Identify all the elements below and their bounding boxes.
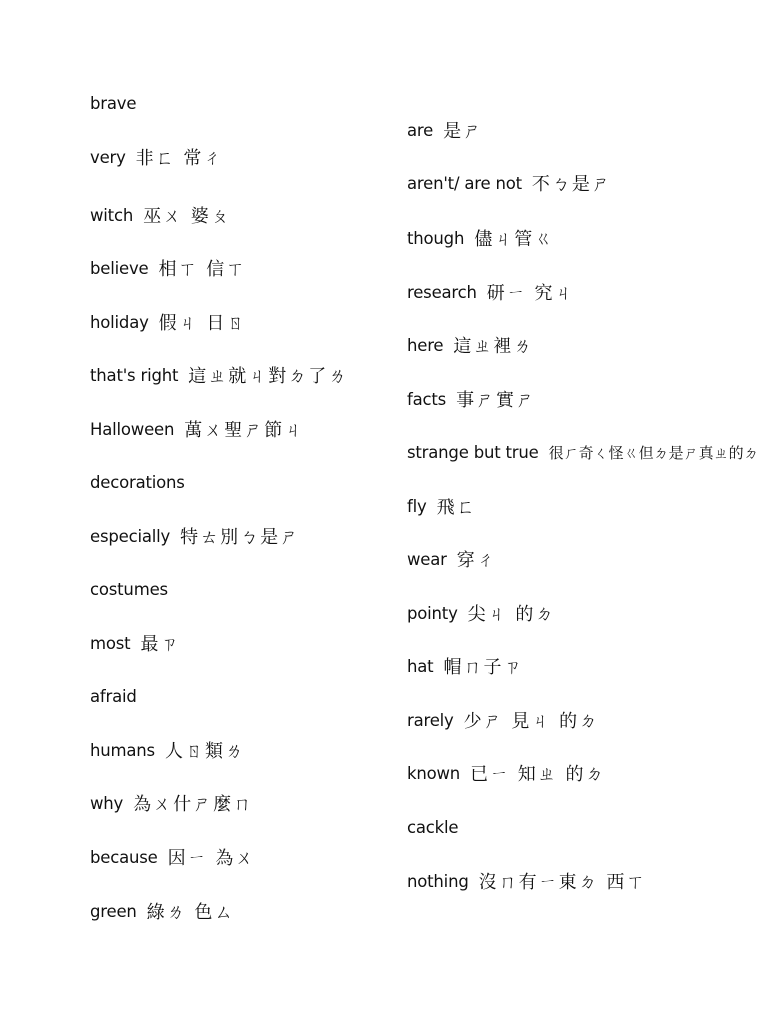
chinese-translation: 儘ㄐ管ㄍ [474, 229, 555, 250]
chinese-translation: 不ㄅ是ㄕ [531, 174, 612, 195]
list-item [407, 170, 612, 196]
chinese-translation: 少ㄕ 見ㄐ 的ㄉ [463, 711, 600, 732]
english-word: witch [90, 205, 134, 225]
english-word: are [407, 120, 434, 140]
english-word: that's right [90, 365, 179, 385]
english-word: Halloween [90, 419, 175, 439]
english-word: because [90, 847, 158, 867]
chinese-translation: 非ㄈ 常ㄔ [135, 148, 224, 169]
english-word: wear [407, 549, 447, 569]
list-item [90, 144, 223, 170]
list-item [407, 546, 497, 572]
english-word: rarely [407, 710, 454, 730]
chinese-translation: 假ㄐ 日ㄖ [158, 313, 247, 334]
list-item [407, 117, 483, 143]
chinese-translation: 很ㄏ奇ㄑ怪ㄍ但ㄉ是ㄕ真ㄓ的ㄉ [548, 443, 759, 462]
chinese-translation: 事ㄕ實ㄕ [456, 390, 537, 411]
chinese-translation: 相ㄒ 信ㄒ [158, 259, 247, 280]
english-word: humans [90, 740, 155, 760]
chinese-translation: 帽ㄇ子ㄗ [443, 657, 524, 678]
list-item [90, 844, 255, 870]
english-word: nothing [407, 871, 469, 891]
list-item [407, 493, 477, 519]
english-word: strange but true [407, 442, 539, 462]
list-item [407, 814, 468, 840]
chinese-translation: 人ㄖ類ㄌ [164, 741, 245, 762]
english-word: green [90, 901, 137, 921]
english-word: especially [90, 526, 171, 546]
chinese-translation: 萬ㄨ聖ㄕ節ㄐ [184, 420, 305, 441]
list-item [407, 600, 555, 626]
list-item [407, 707, 599, 733]
english-word: though [407, 228, 465, 248]
chinese-translation: 這ㄓ就ㄐ對ㄉ了ㄌ [188, 366, 349, 387]
english-word: research [407, 282, 477, 302]
list-item [90, 683, 147, 709]
chinese-translation: 因ㄧ 為ㄨ [167, 848, 256, 869]
list-item [90, 309, 246, 335]
list-item [90, 362, 348, 388]
chinese-translation: 巫ㄨ 婆ㄆ [143, 206, 231, 227]
chinese-translation: 飛ㄈ [436, 497, 477, 518]
list-item [407, 279, 575, 305]
list-item [90, 90, 146, 116]
english-word: pointy [407, 603, 458, 623]
english-word: most [90, 633, 131, 653]
list-item [90, 630, 180, 656]
chinese-translation: 綠ㄌ 色ㄙ [146, 902, 235, 923]
english-word: facts [407, 389, 447, 409]
english-word: why [90, 793, 124, 813]
english-word: costumes [90, 579, 168, 599]
list-item [90, 416, 304, 442]
english-word: here [407, 335, 444, 355]
list-item [407, 386, 536, 412]
chinese-translation: 是ㄕ [443, 121, 484, 142]
chinese-translation: 沒ㄇ有ㄧ東ㄉ 西ㄒ [478, 872, 647, 893]
english-word: brave [90, 93, 137, 113]
list-item [90, 469, 195, 495]
list-item [407, 760, 606, 786]
english-word: known [407, 763, 461, 783]
list-item [90, 255, 246, 281]
english-word: holiday [90, 312, 149, 332]
list-item [90, 576, 178, 602]
english-word: believe [90, 258, 149, 278]
chinese-translation: 已ㄧ 知ㄓ 的ㄉ [470, 764, 606, 785]
english-word: aren't/ are not [407, 173, 522, 193]
english-word: hat [407, 656, 434, 676]
chinese-translation: 這ㄓ裡ㄌ [453, 336, 534, 357]
chinese-translation: 最ㄗ [140, 634, 181, 655]
list-item [407, 332, 533, 358]
english-word: cackle [407, 817, 459, 837]
list-item [407, 225, 554, 251]
english-word: decorations [90, 472, 185, 492]
chinese-translation: 為ㄨ什ㄕ麼ㄇ [133, 794, 254, 815]
english-word: fly [407, 496, 427, 516]
list-item [90, 737, 245, 763]
chinese-translation: 穿ㄔ [456, 550, 497, 571]
list-item [407, 653, 523, 679]
chinese-translation: 研ㄧ 究ㄐ [486, 283, 575, 304]
list-item [90, 202, 231, 228]
chinese-translation: 尖ㄐ 的ㄉ [467, 604, 556, 625]
list-item [407, 439, 759, 465]
list-item [90, 523, 300, 549]
chinese-translation: 特ㄊ別ㄅ是ㄕ [180, 527, 301, 548]
list-item [407, 868, 646, 894]
list-item [90, 790, 253, 816]
list-item [90, 898, 234, 924]
english-word: afraid [90, 686, 137, 706]
english-word: very [90, 147, 126, 167]
